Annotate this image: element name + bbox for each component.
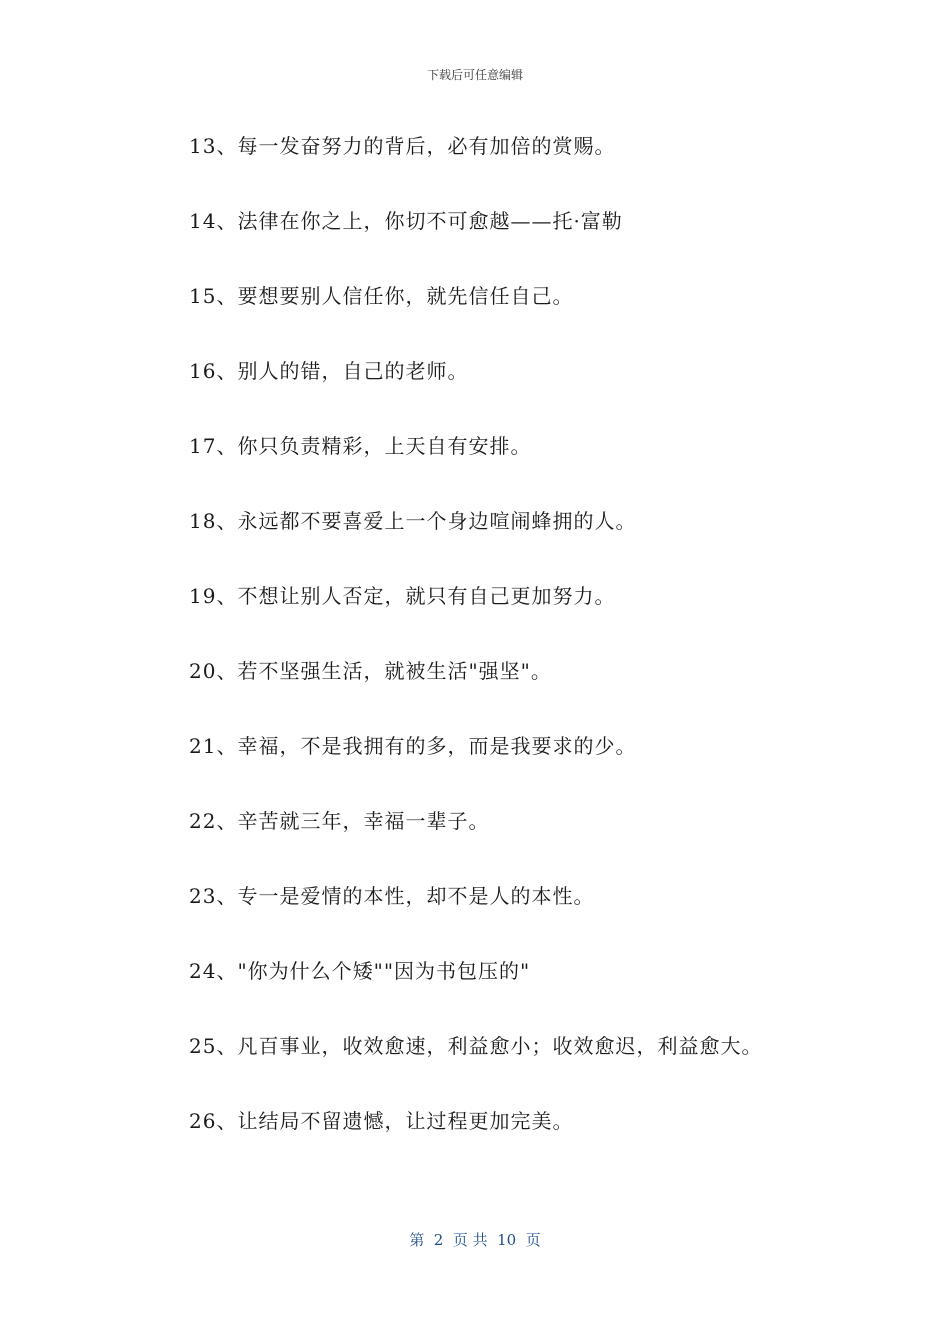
quote-line-13: 13、每一发奋努力的背后，必有加倍的赏赐。: [189, 134, 616, 158]
quote-line-25: 25、凡百事业，收效愈速，利益愈小；收效愈迟，利益愈大。: [189, 1034, 763, 1058]
quote-line-20: 20、若不坚强生活，就被生活"强坚"。: [189, 659, 552, 683]
quote-line-19: 19、不想让别人否定，就只有自己更加努力。: [189, 584, 616, 608]
quote-line-18: 18、永远都不要喜爱上一个身边喧闹蜂拥的人。: [189, 509, 637, 533]
quote-line-22: 22、辛苦就三年，幸福一辈子。: [189, 809, 490, 833]
quote-line-16: 16、别人的错，自己的老师。: [189, 359, 469, 383]
page-footer: 第 2 页 共 10 页: [409, 1231, 541, 1249]
quote-line-15: 15、要想要别人信任你，就先信任自己。: [189, 284, 574, 308]
quote-line-26: 26、让结局不留遗憾，让过程更加完美。: [189, 1109, 574, 1133]
page-header: 下载后可任意编辑: [426, 68, 523, 82]
quote-line-23: 23、专一是爱情的本性，却不是人的本性。: [189, 884, 595, 908]
quote-line-24: 24、"你为什么个矮""因为书包压的": [189, 959, 531, 983]
quote-line-14: 14、法律在你之上，你切不可愈越——托·富勒: [189, 209, 623, 233]
quote-line-17: 17、你只负责精彩，上天自有安排。: [189, 434, 532, 458]
document-body: [189, 130, 929, 1180]
quote-line-21: 21、幸福，不是我拥有的多，而是我要求的少。: [189, 734, 637, 758]
